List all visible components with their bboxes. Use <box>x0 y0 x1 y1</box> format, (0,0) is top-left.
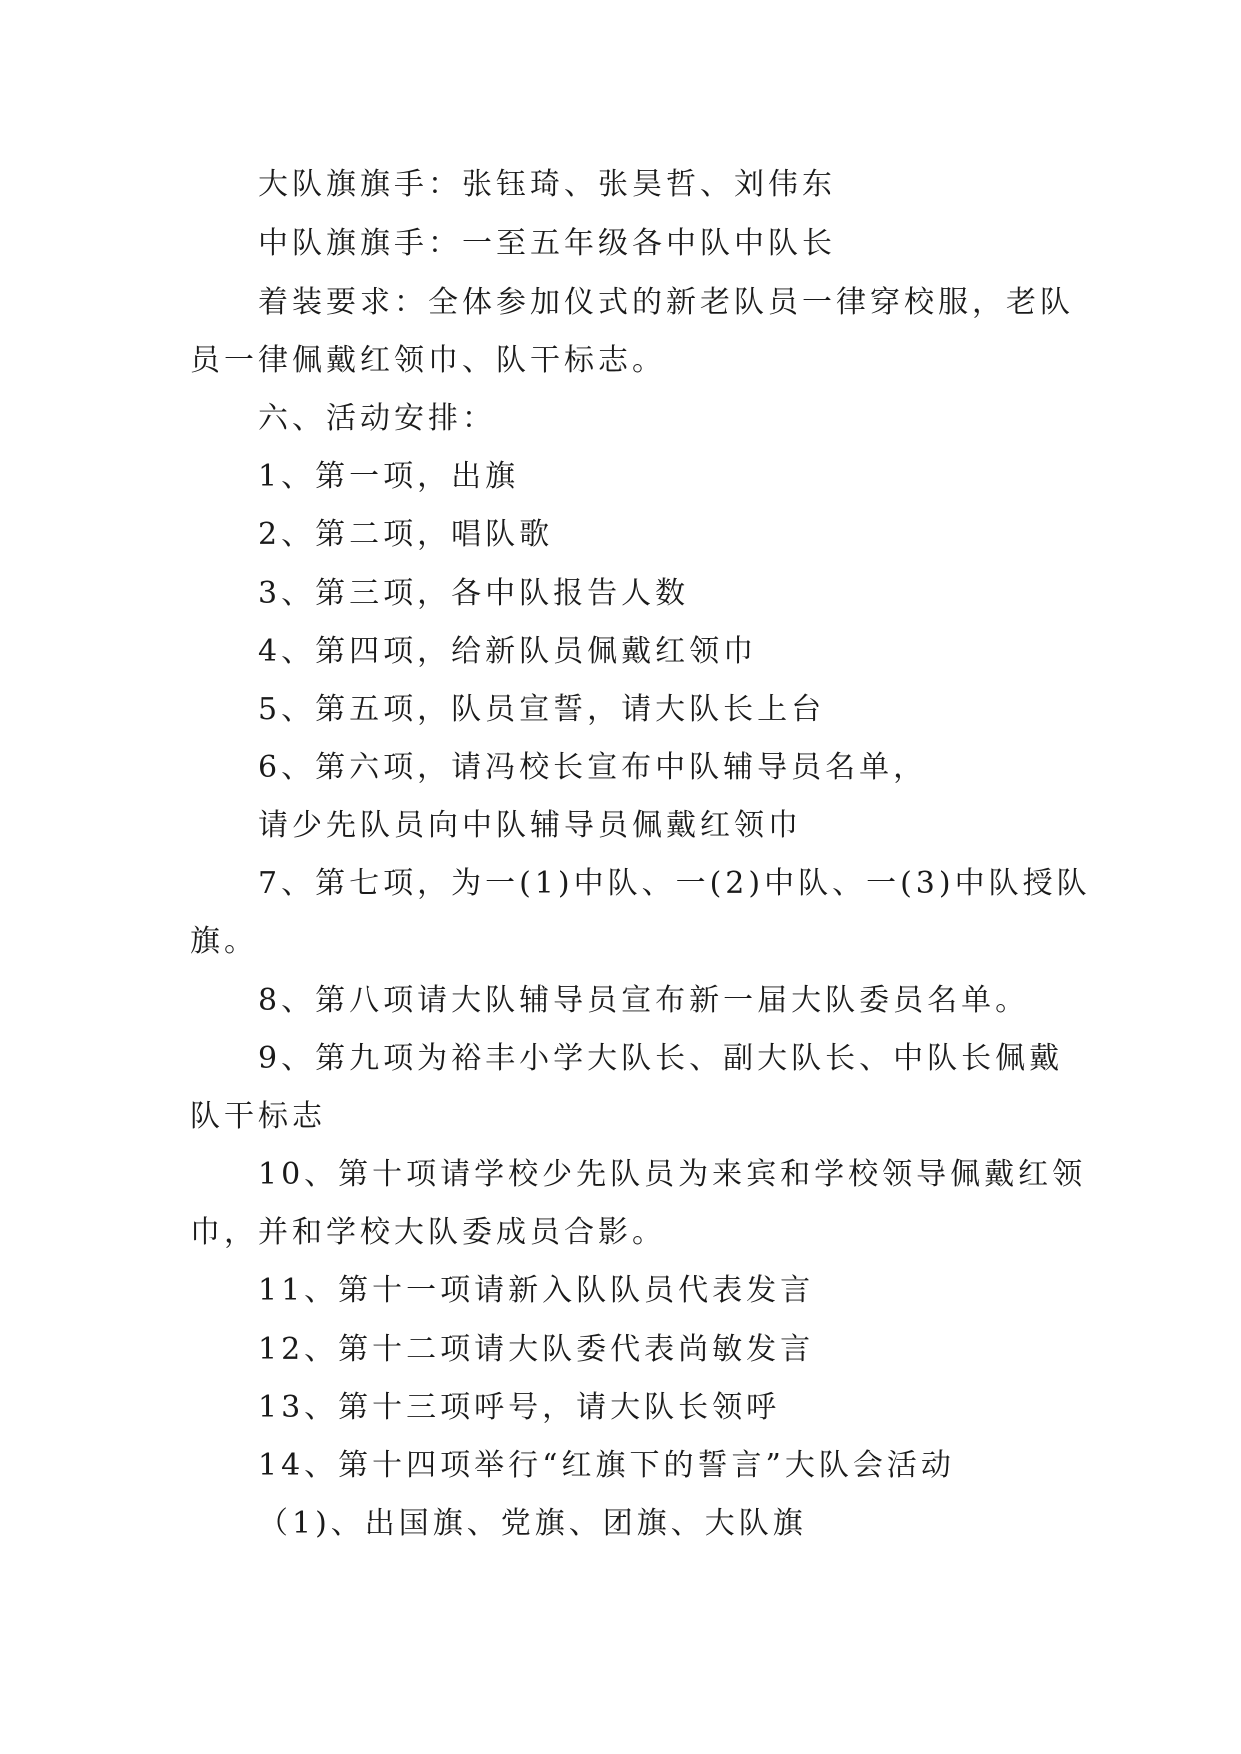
schedule-item-10-continuation: 巾，并和学校大队委成员合影。 <box>190 1215 666 1250</box>
schedule-item-9: 9、第九项为裕丰小学大队长、副大队长、中队长佩戴 <box>258 1041 1064 1076</box>
schedule-item-11: 11、第十一项请新入队队员代表发言 <box>258 1273 815 1308</box>
schedule-item-4: 4、第四项，给新队员佩戴红领巾 <box>258 634 758 669</box>
flag-bearer-squadron-line: 中队旗旗手：一至五年级各中队中队长 <box>258 226 836 261</box>
dress-requirement-line: 着装要求：全体参加仪式的新老队员一律穿校服，老队 <box>258 285 1074 320</box>
schedule-item-7-continuation: 旗。 <box>190 924 258 959</box>
schedule-item-12: 12、第十二项请大队委代表尚敏发言 <box>258 1332 815 1367</box>
schedule-item-1: 1、第一项，出旗 <box>258 459 520 494</box>
schedule-item-6-continuation: 请少先队员向中队辅导员佩戴红领巾 <box>258 808 802 843</box>
schedule-item-10: 10、第十项请学校少先队员为来宾和学校领导佩戴红领 <box>258 1157 1087 1192</box>
schedule-subitem-1: （1)、出国旗、党旗、团旗、大队旗 <box>258 1506 807 1541</box>
schedule-item-5: 5、第五项，队员宣誓，请大队长上台 <box>258 692 826 727</box>
schedule-item-14: 14、第十四项举行“红旗下的誓言”大队会活动 <box>258 1448 955 1483</box>
schedule-item-6: 6、第六项，请冯校长宣布中队辅导员名单， <box>258 750 928 785</box>
schedule-item-2: 2、第二项，唱队歌 <box>258 517 554 552</box>
schedule-item-8: 8、第八项请大队辅导员宣布新一届大队委员名单。 <box>258 983 1030 1018</box>
section-heading-activity-schedule: 六、活动安排： <box>258 401 496 436</box>
schedule-item-3: 3、第三项，各中队报告人数 <box>258 576 690 611</box>
schedule-item-7: 7、第七项，为一(1)中队、一(2)中队、一(3)中队授队 <box>258 866 1091 901</box>
flag-bearer-brigade-line: 大队旗旗手：张钰琦、张昊哲、刘伟东 <box>258 167 836 202</box>
schedule-item-9-continuation: 队干标志 <box>190 1099 326 1134</box>
dress-requirement-continuation: 员一律佩戴红领巾、队干标志。 <box>190 343 666 378</box>
schedule-item-13: 13、第十三项呼号，请大队长领呼 <box>258 1390 781 1425</box>
